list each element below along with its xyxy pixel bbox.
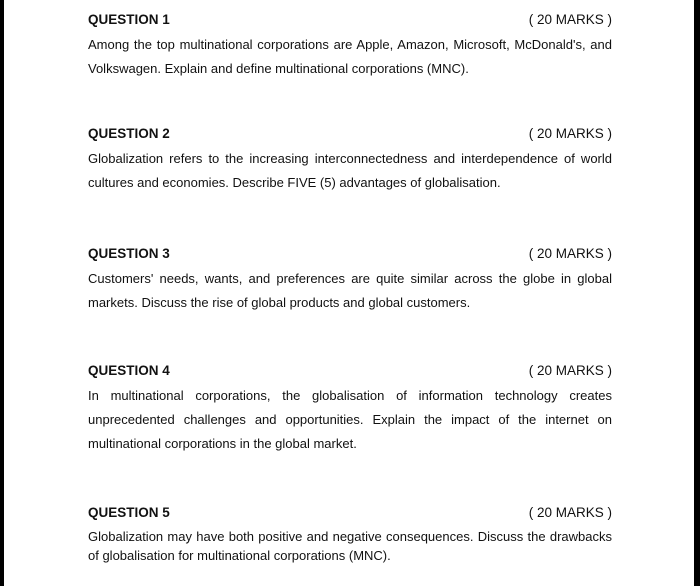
question-1: [88, 10, 612, 81]
question-text: In multinational corporations, the globalisation of information technology creates unprecedented challenges and opportunities. Explain the impact of the internet on multinational corporations in the global market.: [88, 388, 612, 451]
question-header: [88, 244, 612, 264]
question-marks: ( 20 MARKS ): [528, 363, 612, 378]
question-header: [88, 10, 612, 30]
question-4: [88, 361, 612, 456]
question-header: [88, 124, 612, 144]
question-header: [88, 503, 612, 523]
question-5: [88, 503, 612, 565]
question-marks: ( 20 MARKS ): [528, 12, 612, 27]
question-title: QUESTION 1: [88, 12, 170, 27]
question-marks: ( 20 MARKS ): [528, 246, 612, 261]
question-title: QUESTION 5: [88, 505, 170, 520]
question-marks: ( 20 MARKS ): [528, 505, 612, 520]
question-title: QUESTION 2: [88, 126, 170, 141]
question-2: [88, 124, 612, 195]
left-page-border: [0, 0, 4, 586]
question-3: [88, 244, 612, 315]
question-text: Globalization refers to the increasing interconnectedness and interdependence of world cultures and economies. Describe FIVE (5) advantages of globalisation.: [88, 151, 612, 190]
question-text: Globalization may have both positive and negative consequences. Discuss the drawbacks of globalisation for multinational corporations (MNC).: [88, 529, 612, 563]
right-page-border: [694, 0, 700, 586]
question-title: QUESTION 3: [88, 246, 170, 261]
question-header: [88, 361, 612, 381]
question-text: Among the top multinational corporations are Apple, Amazon, Microsoft, McDonald's, and Volkswagen. Explain and define multinational corporations (MNC).: [88, 37, 612, 76]
question-title: QUESTION 4: [88, 363, 170, 378]
question-text: Customers' needs, wants, and preferences are quite similar across the globe in global markets. Discuss the rise of global products and global customers.: [88, 271, 612, 310]
question-marks: ( 20 MARKS ): [528, 126, 612, 141]
